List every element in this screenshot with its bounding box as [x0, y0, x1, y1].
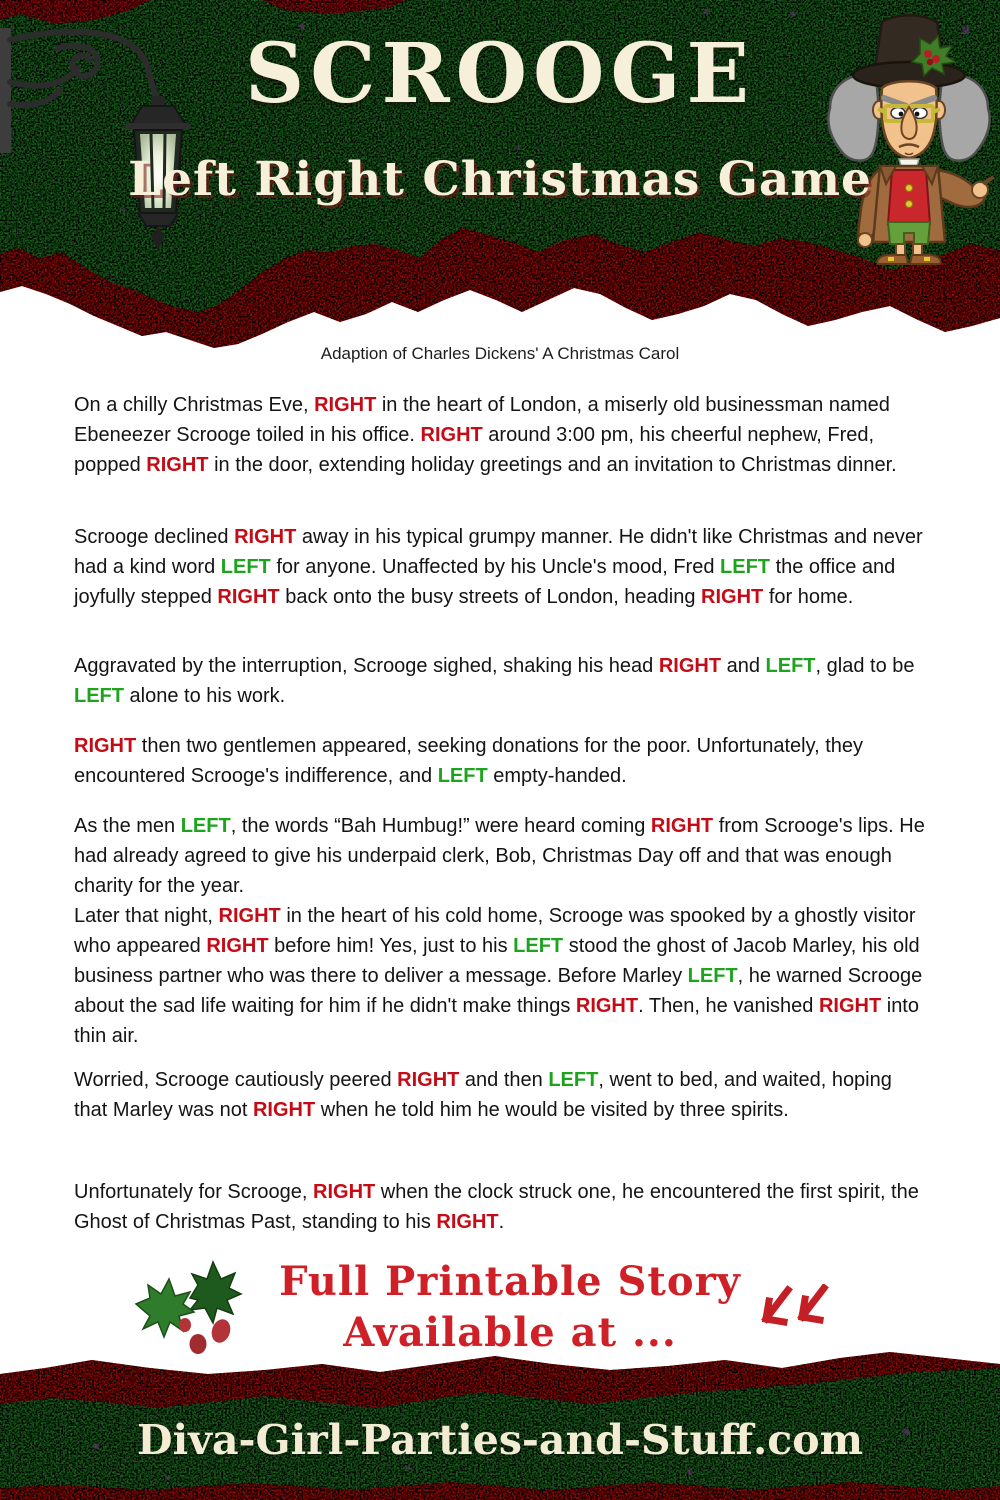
story-text-segment: As the men — [74, 815, 181, 837]
story-text-segment: Unfortunately for Scrooge, — [74, 1181, 314, 1203]
story-text-segment: On a chilly Christmas Eve, — [74, 394, 315, 416]
direction-word-right: RIGHT — [218, 905, 281, 927]
direction-word-right: RIGHT — [74, 735, 137, 757]
direction-word-left: LEFT — [687, 965, 738, 987]
direction-word-right: RIGHT — [397, 1069, 460, 1091]
story-text-segment: back onto the busy streets of London, heading — [279, 586, 702, 608]
story-text-segment: into thin air. — [74, 995, 919, 1047]
story-paragraph-2 — [74, 522, 930, 612]
direction-word-right: RIGHT — [575, 995, 639, 1017]
story-text-segment: . Then, he vanished — [638, 995, 819, 1017]
story-text-segment: Aggravated by the interruption, Scrooge sighed, shaking his head — [74, 655, 659, 677]
story-text-segment: before him! Yes, just to his — [268, 935, 514, 957]
tagline: Adaption of Charles Dickens' A Christmas Carol — [320, 344, 680, 363]
direction-word-right: RIGHT — [420, 424, 483, 446]
story-text-segment: , went to bed, and waited, hoping that Marley was not — [74, 1069, 892, 1121]
direction-word-right: RIGHT — [146, 454, 209, 476]
story-paragraph-4 — [74, 731, 930, 791]
story-text-segment: in the heart of London, a miserly old businessman named Ebeneezer Scrooge toiled in his office. — [74, 394, 890, 446]
story-text-segment: the office and joyfully stepped — [74, 556, 896, 608]
promo-text — [230, 1256, 790, 1358]
story-paragraph-3 — [74, 651, 930, 711]
direction-word-right: RIGHT — [217, 586, 280, 608]
page-title: SCROOGE — [244, 26, 756, 122]
story-text-segment: when the clock struck one, he encountered the first spirit, the Ghost of Christmas Past, standing to his — [74, 1181, 919, 1233]
direction-word-left: LEFT — [513, 935, 564, 957]
direction-word-right: RIGHT — [436, 1211, 499, 1233]
story-text-segment: for home. — [763, 586, 854, 608]
story-text-segment: Worried, Scrooge cautiously peered — [74, 1069, 398, 1091]
direction-word-right: RIGHT — [701, 586, 764, 608]
direction-word-left: LEFT — [180, 815, 231, 837]
direction-word-right: RIGHT — [650, 815, 714, 837]
promo-line-1: Full Printable Story — [279, 1258, 741, 1305]
story-text-segment: in the heart of his cold home, Scrooge was spooked by a ghostly visitor who appeared — [74, 905, 916, 957]
story-text-segment: stood the ghost of Jacob Marley, his old business partner who was there to deliver a message. Before Marley — [74, 935, 920, 987]
story-text-segment: Scrooge declined — [74, 526, 235, 548]
story-paragraph-1 — [74, 390, 930, 480]
double-down-left-arrows-icon — [748, 1284, 843, 1346]
direction-word-right: RIGHT — [314, 394, 377, 416]
story-paragraph-5 — [74, 811, 930, 901]
story-text-segment: when he told him he would be visited by three spirits. — [315, 1099, 789, 1121]
story-text-segment: and — [721, 655, 766, 677]
story-text-segment: and then — [459, 1069, 549, 1091]
story-text-segment: around 3:00 pm, his cheerful nephew, Fred, popped — [74, 424, 875, 476]
direction-word-left: LEFT — [548, 1069, 599, 1091]
direction-word-right: RIGHT — [206, 935, 269, 957]
story-text-segment: Later that night, — [74, 905, 219, 927]
direction-word-left: LEFT — [74, 685, 124, 707]
promo-line-2: Available at ... — [343, 1309, 677, 1356]
story-text-segment: then two gentlemen appeared, seeking donations for the poor. Unfortunately, they encountered Scrooge's indifference, and — [74, 735, 863, 787]
direction-word-left: LEFT — [765, 655, 816, 677]
direction-word-right: RIGHT — [658, 655, 722, 677]
story-text-segment: from Scrooge's lips. He had already agreed to give his underpaid clerk, Bob, Christmas Day off and that was enough charity for the year. — [74, 815, 925, 897]
story-text-segment: away in his typical grumpy manner. He didn't like Christmas and never had a kind word — [74, 526, 923, 578]
story-text-segment: , glad to be — [815, 655, 915, 677]
direction-word-left: LEFT — [220, 556, 271, 578]
story-paragraph-7 — [74, 1065, 930, 1125]
story-text-segment: for anyone. Unaffected by his Uncle's mood, Fred — [270, 556, 721, 578]
direction-word-right: RIGHT — [234, 526, 297, 548]
direction-word-right: RIGHT — [252, 1099, 316, 1121]
direction-word-right: RIGHT — [313, 1181, 376, 1203]
story-text-segment: , he warned Scrooge about the sad life waiting for him if he didn't make things — [74, 965, 923, 1017]
story-text-segment: , the words “Bah Humbug!” were heard coming — [230, 815, 651, 837]
direction-word-left: LEFT — [720, 556, 771, 578]
direction-word-right: RIGHT — [818, 995, 882, 1017]
direction-word-left: LEFT — [437, 765, 488, 787]
story-text-segment: . — [498, 1211, 505, 1233]
page-subtitle: Left Right Christmas Game — [128, 152, 872, 207]
story-paragraph-6 — [74, 901, 930, 1051]
story-paragraph-8 — [74, 1177, 930, 1237]
story-text-segment: alone to his work. — [124, 685, 286, 707]
story-text-segment: empty-handed. — [487, 765, 627, 787]
story-text-segment: in the door, extending holiday greetings and an invitation to Christmas dinner. — [208, 454, 897, 476]
website-url: Diva-Girl-Parties-and-Stuff.com — [137, 1416, 863, 1464]
